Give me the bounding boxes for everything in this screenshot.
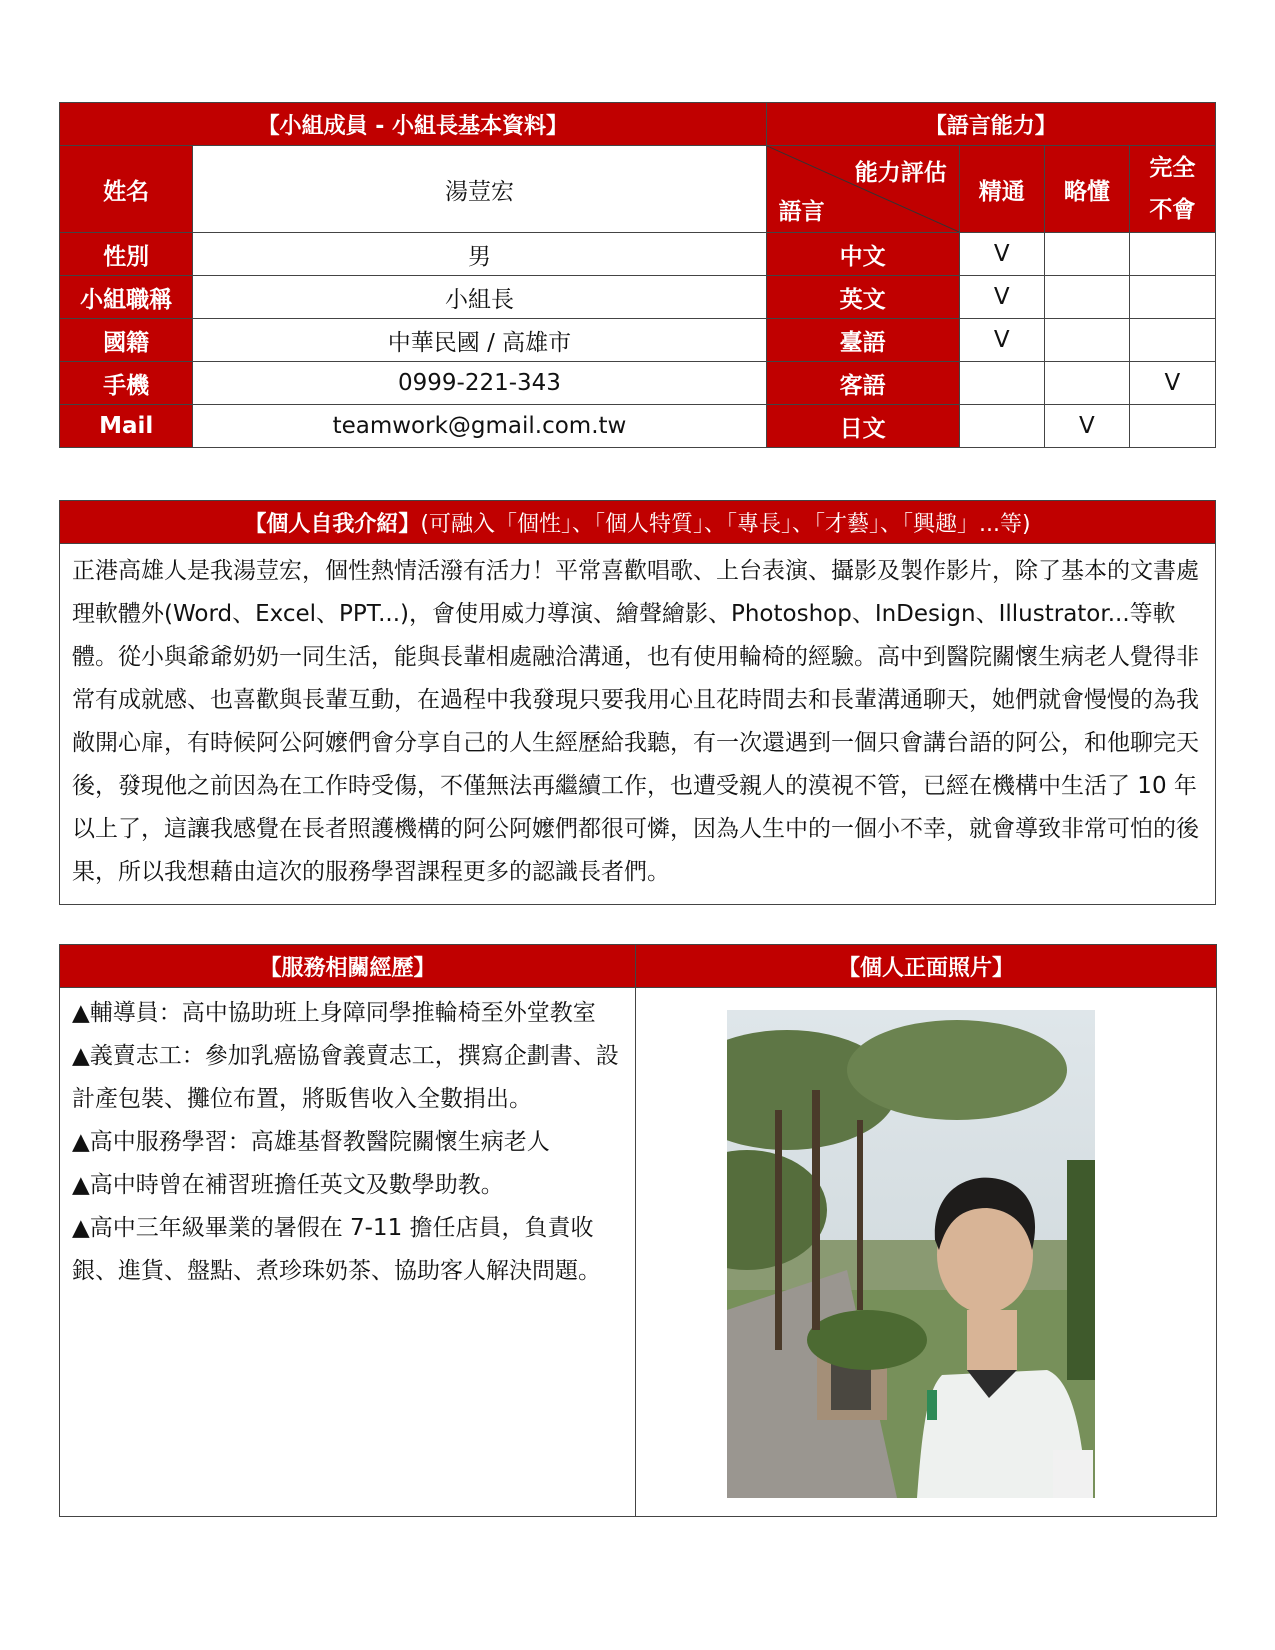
mail-value: teamwork@gmail.com.tw [193, 405, 766, 448]
nationality-value: 中華民國 / 高雄市 [193, 319, 766, 362]
lang-name: 中文 [766, 233, 959, 276]
intro-hint: (可融入「個性」、「個人特質」、「專長」、「才藝」、「興趣」...等) [420, 511, 1031, 537]
member-header: 【小組成員 - 小組長基本資料】 [60, 103, 767, 146]
lang-name: 臺語 [766, 319, 959, 362]
lang-mark: V [1129, 362, 1215, 405]
language-header: 【語言能力】 [766, 103, 1215, 146]
lang-mark: V [959, 233, 1044, 276]
level-header-fluent: 精通 [959, 146, 1044, 233]
lang-mark [1044, 319, 1129, 362]
phone-label: 手機 [60, 362, 193, 405]
lang-mark [959, 362, 1044, 405]
gender-label: 性別 [60, 233, 193, 276]
lang-mark: V [959, 276, 1044, 319]
experience-photo-table [59, 944, 1217, 1517]
lang-name: 日文 [766, 405, 959, 448]
lang-name: 英文 [766, 276, 959, 319]
lang-mark: V [959, 319, 1044, 362]
corner-lang-label: 語言 [778, 199, 825, 225]
experience-item: ▲高中三年級畢業的暑假在 7-11 擔任店員，負責收銀、進貨、盤點、煮珍珠奶茶、協助客人解決問題。 [72, 1215, 601, 1284]
lang-mark [1044, 233, 1129, 276]
lang-mark [959, 405, 1044, 448]
portrait-photo [727, 1010, 1095, 1498]
lang-mark [1129, 233, 1215, 276]
photo-header: 【個人正面照片】 [636, 945, 1217, 988]
lang-mark [1129, 319, 1215, 362]
experience-item: ▲高中時曾在補習班擔任英文及數學助教。 [72, 1172, 504, 1198]
photo-cell [636, 988, 1217, 1517]
title-label: 小組職稱 [60, 276, 193, 319]
lang-mark [1044, 362, 1129, 405]
lang-mark: V [1044, 405, 1129, 448]
level-header-some: 略懂 [1044, 146, 1129, 233]
language-corner [766, 146, 959, 233]
intro-header [60, 501, 1216, 544]
member-info-table [59, 102, 1216, 448]
experience-header: 【服務相關經歷】 [60, 945, 636, 988]
experience-item: ▲義賣志工：參加乳癌協會義賣志工，撰寫企劃書、設計產包裝、攤位布置，將販售收入全數捐出。 [72, 1043, 619, 1112]
lang-mark [1044, 276, 1129, 319]
phone-value: 0999-221-343 [193, 362, 766, 405]
intro-text: 正港高雄人是我湯荳宏，個性熱情活潑有活力！平常喜歡唱歌、上台表演、攝影及製作影片，除了基本的文書處理軟體外(Word、Excel、PPT...)，會使用威力導演、繪聲繪影、Photoshop、InDesign、Illustrator...等軟體。從小與爺爺奶奶一同生活，能與長輩相處融洽溝通，也有使用輪椅的經驗。高中到醫院關懷生病老人覺得非常有成就感、也喜歡與長輩互動，在過程中我發現只要我用心且花時間去和長輩溝通聊天，她們就會慢慢的為我敞開心扉，有時候阿公阿嬤們會分享自己的人生經歷給我聽，有一次還遇到一個只會講台語的阿公，和他聊完天後，發現他之前因為在工作時受傷，不僅無法再繼續工作，也遭受親人的漠視不管，已經在機構中生活了 10 年以上了，這讓我感覺在長者照護機構的阿公阿嬤們都很可憐，因為人生中的一個小不幸，就會導致非常可怕的後果，所以我想藉由這次的服務學習課程更多的認識長者們。 [60, 544, 1216, 905]
name-label: 姓名 [60, 146, 193, 233]
lang-name: 客語 [766, 362, 959, 405]
corner-level-label: 能力評估 [854, 160, 947, 186]
level-header-none: 完全 不會 [1129, 146, 1215, 233]
intro-title: 【個人自我介紹】 [244, 511, 421, 537]
experience-list [60, 988, 636, 1517]
lang-mark [1129, 405, 1215, 448]
name-value: 湯荳宏 [193, 146, 766, 233]
experience-item: ▲高中服務學習：高雄基督教醫院關懷生病老人 [72, 1129, 550, 1155]
intro-table [59, 500, 1216, 905]
gender-value: 男 [193, 233, 766, 276]
nationality-label: 國籍 [60, 319, 193, 362]
experience-item: ▲輔導員：高中協助班上身障同學推輪椅至外堂教室 [72, 1000, 596, 1026]
lang-mark [1129, 276, 1215, 319]
mail-label: Mail [60, 405, 193, 448]
title-value: 小組長 [193, 276, 766, 319]
